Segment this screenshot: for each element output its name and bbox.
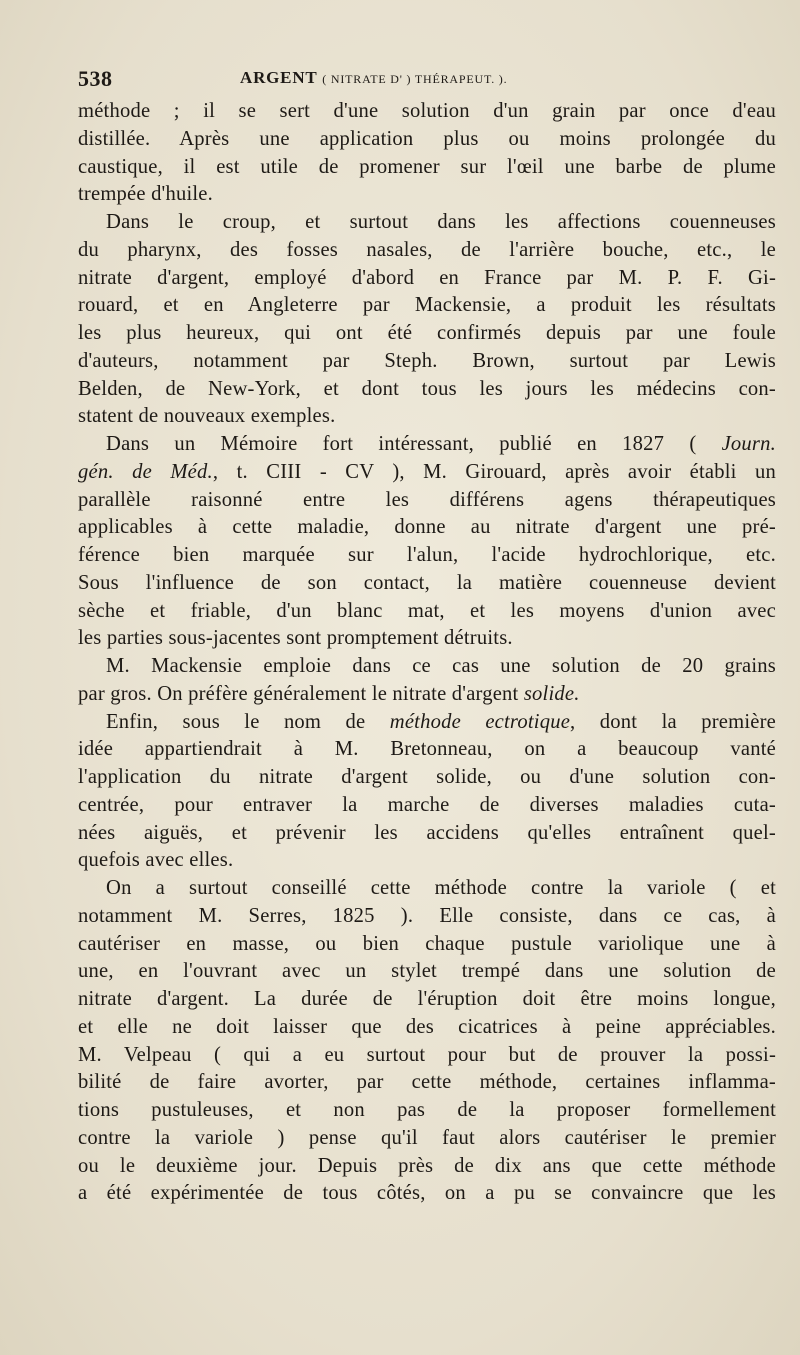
italic-text: gén. de Méd. xyxy=(78,460,213,483)
text-line: par gros. On préfère généralement le nitrate d'argent solide. xyxy=(78,682,580,705)
text-line: férence bien marquée sur l'alun, l'acide hydrochlorique, etc. xyxy=(78,544,776,566)
running-title: ARGENT xyxy=(240,68,318,87)
italic-text: solide. xyxy=(523,682,580,705)
text-line: du pharynx, des fosses nasales, de l'arrière bouche, etc., le xyxy=(78,238,776,261)
page-number: 538 xyxy=(78,66,113,91)
text-line: l'application du nitrate d'argent solide, ou d'une solution con- xyxy=(78,766,776,788)
text-line: une, en l'ouvrant avec un stylet trempé dans une solution de xyxy=(78,960,776,983)
text-line: méthode ; il se sert d'une solution d'un grain par once d'eau xyxy=(78,100,776,122)
text-line: d'auteurs, notamment par Steph. Brown, surtout par Lewis xyxy=(78,349,776,372)
text-line: nées aiguës, et prévenir les accidens qu'elles entraînent quel- xyxy=(78,821,776,844)
italic-text: Journ. xyxy=(721,433,776,455)
text-line: cautériser en masse, ou bien chaque pustule variolique une à xyxy=(78,932,776,955)
text-line: nitrate d'argent. La durée de l'éruption doit être moins longue, xyxy=(78,988,776,1010)
text-line: parallèle raisonné entre les différens agens thérapeutiques xyxy=(78,488,776,511)
text-line: centrée, pour entraver la marche de diverses maladies cuta- xyxy=(78,793,776,816)
text-line: trempée d'huile. xyxy=(78,183,213,206)
text-line: Sous l'influence de son contact, la matière couenneuse devient xyxy=(78,571,776,594)
text-line: a été expérimentée de tous côtés, on a pu se convaincre que les xyxy=(78,1182,776,1205)
running-head xyxy=(240,68,507,88)
text-line: les parties sous-jacentes sont promptement détruits. xyxy=(78,627,513,650)
text-line: tions pustuleuses, et non pas de la proposer formellement xyxy=(78,1099,776,1121)
text-line: Enfin, sous le nom de méthode ectrotique, dont la première xyxy=(106,710,776,733)
text-line: Dans le croup, et surtout dans les affections couenneuses xyxy=(106,211,776,233)
text-line: nitrate d'argent, employé d'abord en France par M. P. F. Gi- xyxy=(78,266,776,289)
text-line: gén. de Méd., t. CIII - CV ), M. Girouard, après avoir établi un xyxy=(78,460,776,483)
text-line: contre la variole ) pense qu'il faut alors cautériser le premier xyxy=(78,1126,776,1149)
text-line: Dans un Mémoire fort intéressant, publié en 1827 ( Journ. xyxy=(106,433,776,455)
italic-text: méthode ectrotique xyxy=(389,710,571,733)
body-text xyxy=(78,98,776,1208)
text-line: les plus heureux, qui ont été confirmés depuis par une foule xyxy=(78,322,776,344)
text-line: M. Mackensie emploie dans ce cas une solution de 20 grains xyxy=(106,655,776,677)
text-line: distillée. Après une application plus ou moins prolongée du xyxy=(78,127,776,150)
text-line: ou le deuxième jour. Depuis près de dix ans que cette méthode xyxy=(78,1154,776,1177)
text-line: M. Velpeau ( qui a eu surtout pour but de prouver la possi- xyxy=(78,1043,776,1066)
running-subtitle: ( NITRATE D' ) THÉRAPEUT. ). xyxy=(322,72,508,86)
text-line: quefois avec elles. xyxy=(78,849,234,872)
text-line: bilité de faire avorter, par cette méthode, certaines inflamma- xyxy=(78,1071,776,1094)
text-line: Belden, de New-York, et dont tous les jours les médecins con- xyxy=(78,377,776,400)
page-header xyxy=(78,66,720,92)
text-line: rouard, et en Angleterre par Mackensie, a produit les résultats xyxy=(78,294,776,317)
text-line: On a surtout conseillé cette méthode contre la variole ( et xyxy=(106,877,776,899)
text-line: statent de nouveaux exemples. xyxy=(78,405,336,428)
text-line: applicables à cette maladie, donne au nitrate d'argent une pré- xyxy=(78,516,776,539)
text-line: caustique, il est utile de promener sur l'œil une barbe de plume xyxy=(78,155,776,178)
text-line: sèche et friable, d'un blanc mat, et les moyens d'union avec xyxy=(78,599,776,622)
text-line: notamment M. Serres, 1825 ). Elle consiste, dans ce cas, à xyxy=(78,904,776,927)
text-line: et elle ne doit laisser que des cicatrices à peine appréciables. xyxy=(78,1015,776,1038)
text-line: idée appartiendrait à M. Bretonneau, on a beaucoup vanté xyxy=(78,738,776,761)
